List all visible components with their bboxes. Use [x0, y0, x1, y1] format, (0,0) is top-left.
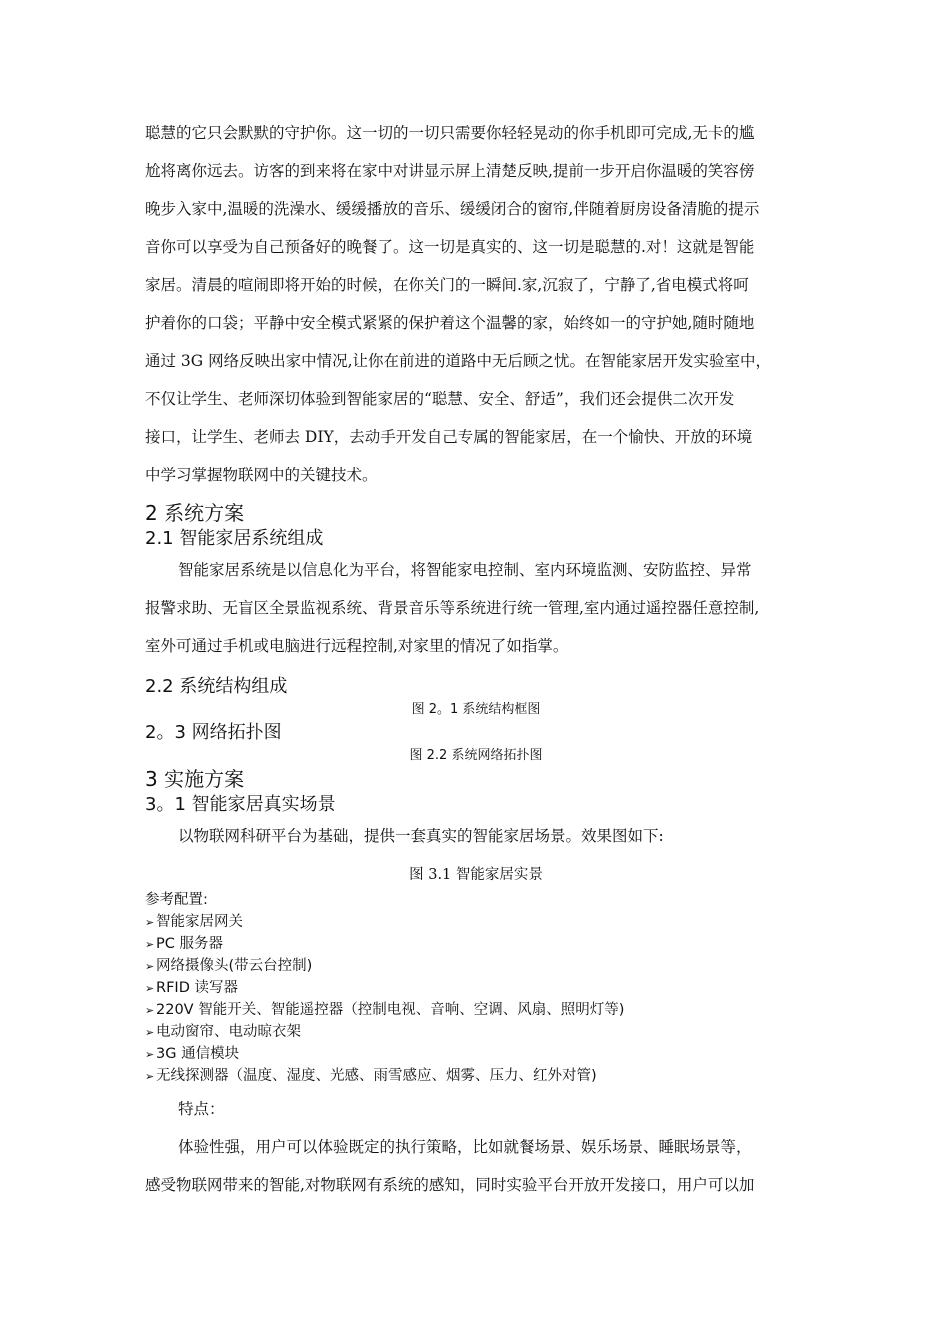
figure-2-1-caption: 图 2。1 系统结构框图: [411, 702, 541, 717]
paragraph-line: 智能家居系统是以信息化为平台，将智能家电控制、室内环境监测、安防监控、异常: [178, 561, 752, 579]
list-item-label: 电动窗帘、电动晾衣架: [156, 1024, 301, 1040]
arrow-bullet-icon: ➢: [145, 1048, 155, 1061]
intro-line: 音你可以享受为自己预备好的晚餐了。这一切是真实的、这一切是聪慧的.对！这就是智能: [145, 238, 755, 256]
paragraph-line: 感受物联网带来的智能,对物联网有系统的感知，同时实验平台开放开发接口，用户可以加: [145, 1176, 755, 1194]
list-item-label: 无线探测器（温度、湿度、光感、雨雪感应、烟雾、压力、红外对管): [156, 1068, 597, 1084]
config-list: [145, 889, 807, 1087]
list-item: [145, 977, 807, 999]
section-3-1-heading: 3。1 智能家居真实场景: [145, 794, 336, 815]
paragraph-line: 室外可通过手机或电脑进行远程控制,对家里的情况了如指掌。: [145, 637, 569, 655]
list-item: [145, 1065, 807, 1087]
arrow-bullet-icon: ➢: [145, 982, 155, 995]
list-item-label: 220V 智能开关、智能遥控器（控制电视、音响、空调、风扇、照明灯等): [156, 1002, 625, 1018]
section-2-1-paragraph: [145, 551, 807, 665]
figure-2-2-caption: 图 2.2 系统网络拓扑图: [409, 748, 543, 763]
list-item-label: 网络摄像头(带云台控制): [156, 958, 313, 974]
section-3-1-paragraph: [145, 818, 807, 854]
paragraph-line: 体验性强，用户可以体验既定的执行策略，比如就餐场景、娱乐场景、睡眠场景等，: [178, 1138, 752, 1156]
paragraph-line: 以物联网科研平台为基础，提供一套真实的智能家居场景。效果图如下:: [178, 827, 664, 845]
list-item-label: PC 服务器: [156, 936, 223, 952]
list-item: [145, 1021, 807, 1043]
features-paragraph: [145, 1090, 807, 1204]
paragraph-line: 报警求助、无盲区全景监视系统、背景音乐等系统进行统一管理,室内通过遥控器任意控制,: [145, 599, 760, 617]
section-2-heading: 2 系统方案: [145, 501, 245, 525]
list-item-label: 3G 通信模块: [156, 1046, 240, 1062]
intro-line: 通过 3G 网络反映出家中情况,让你在前进的道路中无后顾之忧。在智能家居开发实验室中，: [145, 352, 772, 370]
section-2-2-heading: 2.2 系统结构组成: [145, 676, 288, 697]
intro-line: 尬将离你远去。访客的到来将在家中对讲显示屏上清楚反映,提前一步开启你温暖的笑容傍: [145, 162, 755, 180]
section-2-3-heading: 2。3 网络拓扑图: [145, 722, 282, 743]
arrow-bullet-icon: ➢: [145, 938, 155, 951]
config-title: 参考配置:: [145, 892, 208, 908]
intro-line: 护着你的口袋；平静中安全模式紧紧的保护着这个温馨的家，始终如一的守护她,随时随地: [145, 314, 755, 332]
arrow-bullet-icon: ➢: [145, 960, 155, 973]
intro-line: 接口，让学生、老师去 DIY，去动手开发自己专属的智能家居，在一个愉快、开放的环境: [145, 428, 753, 446]
list-item: [145, 911, 807, 933]
list-item: [145, 1043, 807, 1065]
intro-line: 晚步入家中,温暖的洗澡水、缓缓播放的音乐、缓缓闭合的窗帘,伴随着厨房设备清脆的提示: [145, 200, 760, 218]
intro-line: 聪慧的它只会默默的守护你。这一切的一切只需要你轻轻晃动的你手机即可完成,无卡的尴: [145, 124, 755, 142]
features-label: 特点：: [178, 1100, 225, 1118]
list-item-label: RFID 读写器: [156, 980, 238, 996]
arrow-bullet-icon: ➢: [145, 916, 155, 929]
section-3-heading: 3 实施方案: [145, 767, 245, 791]
list-item-label: 智能家居网关: [156, 914, 243, 930]
list-item: [145, 955, 807, 977]
list-item: [145, 933, 807, 955]
arrow-bullet-icon: ➢: [145, 1004, 155, 1017]
figure-3-1-caption: 图 3.1 智能家居实景: [409, 867, 543, 883]
list-item: [145, 999, 807, 1021]
section-2-1-heading: 2.1 智能家居系统组成: [145, 528, 324, 549]
intro-line: 中学习掌握物联网中的关键技术。: [145, 466, 378, 484]
arrow-bullet-icon: ➢: [145, 1026, 155, 1039]
intro-line: 家居。清晨的喧闹即将开始的时候，在你关门的一瞬间.家,沉寂了，宁静了,省电模式将呵: [145, 276, 749, 294]
arrow-bullet-icon: ➢: [145, 1070, 155, 1083]
intro-line: 不仅让学生、老师深切体验到智能家居的“聪慧、安全、舒适”，我们还会提供二次开发: [145, 390, 735, 408]
intro-paragraph: [145, 114, 807, 494]
